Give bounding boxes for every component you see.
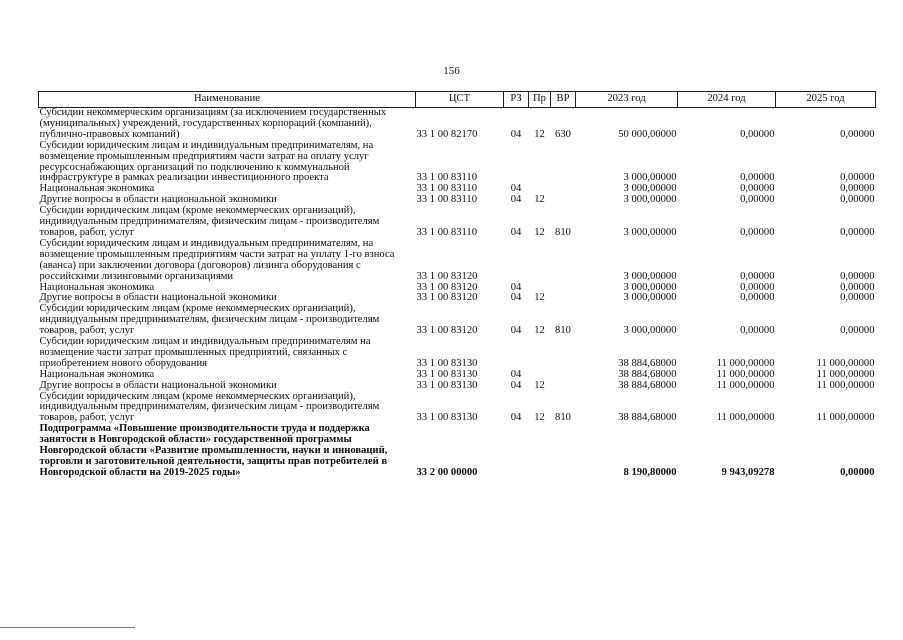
row-name: Другие вопросы в области национальной экономики [39, 194, 277, 206]
row-amount-2025: 0,00000 [840, 172, 875, 184]
row-amount-2024: 0,00000 [740, 281, 775, 293]
row-amount-2023: 3 000,00000 [623, 226, 677, 238]
row-amount-2024: 11 000,00000 [716, 412, 775, 424]
row-amount-2025: 11 000,00000 [816, 412, 875, 424]
row-vr: 630 [555, 128, 571, 140]
row-name: Подпрограмма «Повышение производительности труда и поддержка занятости в Новгородской области» государственной программы Новгородской области «Развитие промышленности, науки и инноваций, торговли и заготовительной деятельности, защиты прав потребителей в Новгородской области на 2019-2025 годы» [39, 423, 388, 478]
row-cst: 33 1 00 83130 [416, 379, 478, 391]
header-2024: 2024 год [678, 92, 776, 108]
table-row [39, 304, 876, 337]
row-rz: 04 [510, 379, 522, 391]
row-cst: 33 1 00 83130 [416, 412, 478, 424]
row-rz: 04 [510, 292, 522, 304]
table-row [39, 337, 876, 370]
row-name: Другие вопросы в области национальной экономики [39, 292, 277, 304]
table-row [39, 392, 876, 425]
row-name: Субсидии юридическим лицам (кроме некоммерческих организаций), индивидуальным предпринимателям, физическим лицам - производителям товаров, работ, услуг [39, 390, 380, 424]
row-cst: 33 2 00 00000 [416, 466, 478, 478]
row-pr: 12 [534, 128, 545, 140]
row-amount-2025: 0,00000 [840, 292, 875, 304]
row-amount-2024: 0,00000 [740, 128, 775, 140]
row-rz [504, 337, 529, 370]
row-name: Субсидии юридическим лицам и индивидуальным предпринимателям на возмещение части затрат промышленных предприятий, связанных с приобретением нового оборудования [39, 336, 371, 369]
row-vr [551, 283, 576, 294]
row-pr: 12 [534, 194, 545, 206]
subprogram-row [39, 424, 876, 479]
row-pr: 12 [534, 325, 545, 337]
header-pr: Пр [529, 92, 551, 108]
row-name: Национальная экономика [39, 368, 155, 380]
row-vr [551, 293, 576, 304]
row-name: Другие вопросы в области национальной экономики [39, 379, 277, 391]
row-rz: 04 [510, 368, 522, 380]
row-amount-2025: 0,00000 [840, 183, 875, 195]
row-amount-2023: 3 000,00000 [623, 194, 677, 206]
header-vr: ВР [551, 92, 576, 108]
row-vr [551, 381, 576, 392]
footnote-divider [0, 627, 135, 628]
row-amount-2023: 3 000,00000 [623, 270, 677, 282]
table-row [39, 381, 876, 392]
row-amount-2023: 50 000,00000 [618, 128, 677, 140]
row-cst: 33 1 00 83120 [416, 292, 478, 304]
row-name: Субсидии юридическим лицам (кроме некоммерческих организаций), индивидуальным предпринимателям, физическим лицам - производителям товаров, работ, услуг [39, 205, 380, 238]
row-amount-2024: 11 000,00000 [716, 379, 775, 391]
row-rz [504, 141, 529, 185]
row-vr [551, 424, 576, 479]
row-vr: 810 [555, 325, 571, 337]
row-cst: 33 1 00 83120 [416, 270, 478, 282]
row-pr: 12 [534, 379, 545, 391]
row-pr: 12 [534, 226, 545, 238]
row-name: Субсидии юридическим лицам и индивидуальным предпринимателям, на возмещение промышленным предприятиям части затрат на уплату 1-го взноса (аванса) при заключении договора (договоров) лизинга оборудования с российскими лизинговыми организациями [39, 237, 395, 282]
table-row [39, 206, 876, 239]
row-amount-2024: 9 943,09278 [721, 466, 775, 478]
row-cst: 33 1 00 83110 [416, 172, 478, 184]
table-header-row [39, 92, 876, 108]
row-name: Субсидии юридическим лицам (кроме некоммерческих организаций), индивидуальным предпринимателям, физическим лицам - производителям товаров, работ, услуг [39, 303, 380, 337]
row-rz [504, 424, 529, 479]
row-name: Субсидии некоммерческим организациям (за исключением государственных (муниципальных) учреждений, государственных корпораций (компаний), публично-правовых компаний) [39, 107, 387, 140]
row-cst: 33 1 00 83120 [416, 281, 478, 293]
row-amount-2024: 0,00000 [740, 226, 775, 238]
row-amount-2023: 3 000,00000 [623, 281, 677, 293]
row-rz: 04 [510, 412, 522, 424]
row-amount-2024: 0,00000 [740, 172, 775, 184]
row-pr: 12 [534, 292, 545, 304]
table-row [39, 108, 876, 141]
row-amount-2025: 0,00000 [840, 194, 875, 206]
row-cst: 33 1 00 83120 [416, 325, 478, 337]
row-rz: 04 [510, 128, 522, 140]
row-pr [529, 424, 551, 479]
row-amount-2025: 11 000,00000 [816, 368, 875, 380]
header-rz: РЗ [504, 92, 529, 108]
row-vr [551, 141, 576, 185]
row-pr [529, 141, 551, 185]
row-amount-2023: 3 000,00000 [623, 172, 677, 184]
row-vr [551, 195, 576, 206]
row-amount-2023: 8 190,80000 [623, 466, 677, 478]
row-amount-2025: 0,00000 [840, 226, 875, 238]
page-number: 156 [443, 65, 460, 77]
budget-table [38, 91, 876, 479]
row-amount-2024: 0,00000 [740, 194, 775, 206]
row-name: Национальная экономика [39, 281, 155, 293]
row-cst: 33 1 00 82170 [416, 128, 478, 140]
row-rz: 04 [510, 194, 522, 206]
row-amount-2024: 0,00000 [740, 292, 775, 304]
row-amount-2024: 11 000,00000 [716, 368, 775, 380]
row-amount-2024: 0,00000 [740, 183, 775, 195]
table-body [39, 108, 876, 479]
row-cst: 33 1 00 83130 [416, 368, 478, 380]
row-amount-2023: 38 884,68000 [618, 368, 677, 380]
row-rz: 04 [510, 325, 522, 337]
header-name: Наименование [39, 92, 416, 108]
table-row [39, 141, 876, 185]
row-amount-2023: 38 884,68000 [618, 379, 677, 391]
row-vr [551, 239, 576, 283]
row-rz: 04 [510, 183, 522, 195]
row-rz: 04 [510, 281, 522, 293]
table-row [39, 239, 876, 283]
row-cst: 33 1 00 83110 [416, 226, 478, 238]
row-pr [529, 337, 551, 370]
row-amount-2024: 0,00000 [740, 325, 775, 337]
row-amount-2025: 11 000,00000 [816, 379, 875, 391]
row-name: Субсидии юридическим лицам и индивидуальным предпринимателям, на возмещение промышленным предприятиям части затрат на оплату услуг ресурсоснабжающих организаций по подключению к коммунальной инфраструктуре в рамках реализации инвестиционного проекта [39, 139, 374, 184]
row-amount-2023: 3 000,00000 [623, 325, 677, 337]
row-pr: 12 [534, 412, 545, 424]
row-amount-2023: 3 000,00000 [623, 292, 677, 304]
row-cst: 33 1 00 83110 [416, 183, 478, 195]
row-cst: 33 1 00 83130 [416, 357, 478, 369]
row-amount-2025: 0,00000 [840, 281, 875, 293]
header-2025: 2025 год [776, 92, 876, 108]
row-vr [551, 370, 576, 381]
row-vr [551, 184, 576, 195]
header-cst: ЦСТ [416, 92, 504, 108]
row-pr [529, 239, 551, 283]
row-name: Национальная экономика [39, 183, 155, 195]
row-amount-2025: 0,00000 [840, 128, 875, 140]
row-amount-2023: 38 884,68000 [618, 412, 677, 424]
header-2023: 2023 год [576, 92, 678, 108]
row-amount-2024: 0,00000 [740, 270, 775, 282]
row-amount-2023: 3 000,00000 [623, 183, 677, 195]
row-rz: 04 [510, 226, 522, 238]
row-amount-2025: 11 000,00000 [816, 357, 875, 369]
row-amount-2023: 38 884,68000 [618, 357, 677, 369]
row-amount-2025: 0,00000 [840, 325, 875, 337]
row-vr [551, 337, 576, 370]
row-cst: 33 1 00 83110 [416, 194, 478, 206]
row-vr: 810 [555, 226, 571, 238]
row-rz [504, 239, 529, 283]
row-amount-2025: 0,00000 [840, 270, 875, 282]
row-amount-2024: 11 000,00000 [716, 357, 775, 369]
row-vr: 810 [555, 412, 571, 424]
row-amount-2025: 0,00000 [840, 466, 875, 478]
